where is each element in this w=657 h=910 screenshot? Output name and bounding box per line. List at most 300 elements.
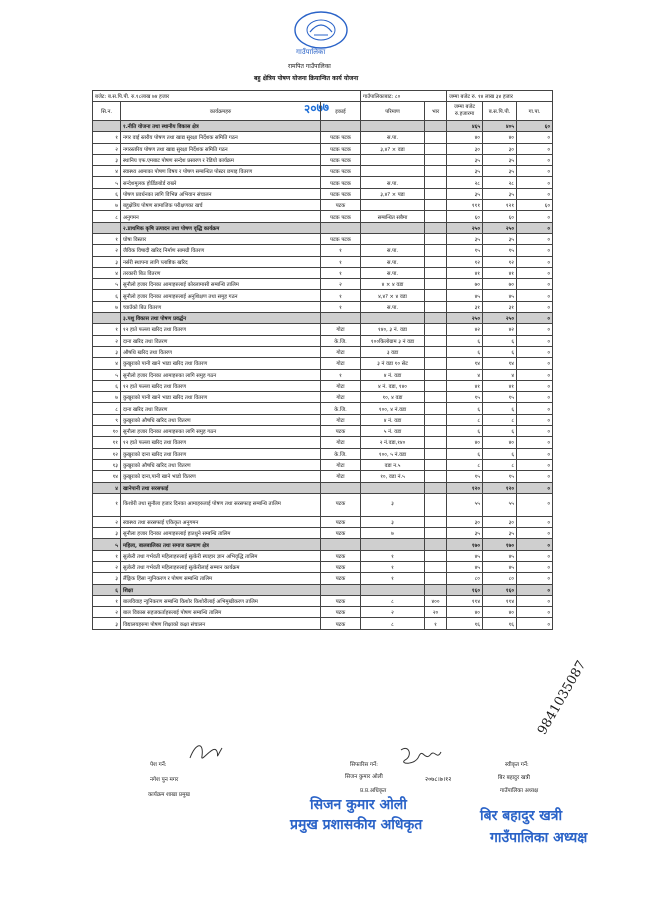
cell-sn: १४ bbox=[93, 471, 121, 482]
cell-activity: महिला, बालबालिका तथा समाज कल्याण क्षेत्र bbox=[121, 539, 321, 550]
table-row bbox=[93, 561, 553, 572]
table-row bbox=[93, 188, 553, 199]
cell-sn: ७ bbox=[93, 301, 121, 312]
cell-pa: ० bbox=[517, 211, 553, 222]
approver-title: गाउँपालिका अध्यक्ष bbox=[500, 788, 539, 794]
cell-total: ३५ bbox=[447, 154, 483, 165]
cell-weight bbox=[425, 290, 447, 301]
cell-sn: २ bbox=[93, 561, 121, 572]
cell-unit: १ bbox=[321, 290, 361, 301]
cell-unit: पटक पटक bbox=[321, 177, 361, 188]
cell-activity: विद्यालयहरुमा पोषण शिक्षाको कक्षा संचालन bbox=[121, 618, 321, 629]
table-row bbox=[93, 392, 553, 403]
cell-activity: स्थानिय एफ.एमबाट पोषण सन्देश प्रसारण र रेडियो कार्यक्रम bbox=[121, 154, 321, 165]
cell-unit: पटक पटक bbox=[321, 154, 361, 165]
section-row bbox=[93, 584, 553, 595]
cell-mspp: १७० bbox=[483, 539, 517, 550]
cell-weight bbox=[425, 516, 447, 527]
cell-mspp: ३५ bbox=[483, 528, 517, 539]
cell-pa: ० bbox=[517, 392, 553, 403]
table-row bbox=[93, 437, 553, 448]
action-plan-table bbox=[92, 90, 553, 630]
cell-unit: के.जि. bbox=[321, 335, 361, 346]
cell-qty: १ bbox=[361, 550, 425, 561]
cell-mspp: ४२ bbox=[483, 324, 517, 335]
cell-weight bbox=[425, 132, 447, 143]
cell-unit: १ bbox=[321, 301, 361, 312]
table-row bbox=[93, 459, 553, 470]
cell-pa: ० bbox=[517, 177, 553, 188]
cell-qty: ३ नं वडा १० सेट bbox=[361, 358, 425, 369]
cell-qty: १००, ५ नं.वडा bbox=[361, 448, 425, 459]
cell-activity: सुनौला हजार दिनका आमाहरुका लागि समुह गठन bbox=[121, 426, 321, 437]
cell-mspp: १५ bbox=[483, 471, 517, 482]
cell-total: ६ bbox=[447, 335, 483, 346]
cell-mspp: ४१ bbox=[483, 380, 517, 391]
cell-activity: १२ हाते फल्ला खरिद तथा वितरण bbox=[121, 437, 321, 448]
cell-qty: १ bbox=[361, 573, 425, 584]
cell-total: ६ bbox=[447, 448, 483, 459]
cell-weight bbox=[425, 211, 447, 222]
cell-unit bbox=[321, 121, 361, 132]
cell-weight bbox=[425, 335, 447, 346]
cell-sn: ४ bbox=[93, 358, 121, 369]
cell-weight bbox=[425, 358, 447, 369]
municipality-name: रामपित गाउँपालिका bbox=[288, 63, 331, 70]
cell-activity: किशोरी तथा सुनौला हजार दिनका आमाहरुलाई पोषण तथा सरसफाइ सम्बन्धि तालिम bbox=[121, 493, 321, 516]
cell-pa: ६० bbox=[517, 200, 553, 211]
cell-total: ४५ bbox=[447, 550, 483, 561]
cell-total: ४० bbox=[447, 437, 483, 448]
cell-activity: दाना खरिद तथा वितरण bbox=[121, 403, 321, 414]
cell-weight bbox=[425, 550, 447, 561]
checker-date: २०७८।७।१२ bbox=[425, 776, 452, 783]
cell-unit: पटक पटक bbox=[321, 166, 361, 177]
cell-unit: पटक bbox=[321, 595, 361, 606]
table-row bbox=[93, 618, 553, 629]
cell-sn: ९ bbox=[93, 414, 121, 425]
cell-pa: ० bbox=[517, 245, 553, 256]
cell-unit bbox=[321, 482, 361, 493]
cell-unit: पटक bbox=[321, 550, 361, 561]
cell-total: १७० bbox=[447, 539, 483, 550]
budget-right: जम्मा बजेट रु. १४ लाख ३४ हजार bbox=[447, 91, 553, 102]
cell-weight bbox=[425, 392, 447, 403]
cell-total: ४० bbox=[447, 132, 483, 143]
municipality-seal-logo bbox=[288, 8, 354, 58]
cell-sn: ५ bbox=[93, 279, 121, 290]
cell-unit: गोटा bbox=[321, 346, 361, 357]
table-row bbox=[93, 177, 553, 188]
cell-qty bbox=[361, 482, 425, 493]
approver-stamp-title: गाउँपालिका अध्यक्ष bbox=[490, 830, 588, 846]
cell-unit: पटक पटक bbox=[321, 132, 361, 143]
cell-mspp: ३५ bbox=[483, 188, 517, 199]
cell-pa: ० bbox=[517, 584, 553, 595]
cell-pa: ० bbox=[517, 188, 553, 199]
cell-activity: १.नीति योजना तथा स्थानीय विकास क्षेत्र bbox=[121, 121, 321, 132]
cell-unit bbox=[321, 313, 361, 324]
col-mspp: ब.स.पि.पी. bbox=[483, 102, 517, 121]
cell-activity: १२ हाते फल्ला खरिद तथा वितरण bbox=[121, 324, 321, 335]
cell-total: ८ bbox=[447, 414, 483, 425]
cell-activity: नगर वाई स्तरीय पोषण तथा खाद्य सुरक्षा निर्देशक समिति गठन bbox=[121, 132, 321, 143]
cell-pa: ० bbox=[517, 482, 553, 493]
col-total: जम्मा बजेट रु.हजारमा bbox=[447, 102, 483, 121]
table-row bbox=[93, 595, 553, 606]
table-row bbox=[93, 166, 553, 177]
cell-unit: के.जि. bbox=[321, 448, 361, 459]
section-row bbox=[93, 121, 553, 132]
budget-bar bbox=[93, 91, 553, 102]
cell-weight bbox=[425, 143, 447, 154]
cell-unit: गोटा bbox=[321, 380, 361, 391]
cell-qty: ८ bbox=[361, 595, 425, 606]
cell-pa: ० bbox=[517, 143, 553, 154]
cell-qty: १४०, ३ नं. वडा bbox=[361, 324, 425, 335]
table-row bbox=[93, 324, 553, 335]
cell-total: ३५ bbox=[447, 188, 483, 199]
cell-pa: ० bbox=[517, 426, 553, 437]
cell-total: ४६५ bbox=[447, 121, 483, 132]
cell-qty: १ bbox=[361, 561, 425, 572]
cell-sn: २ bbox=[93, 143, 121, 154]
cell-pa: ० bbox=[517, 267, 553, 278]
cell-qty: ४ नं. वडा bbox=[361, 369, 425, 380]
cell-qty: सम्बन्धित सबैमा bbox=[361, 211, 425, 222]
cell-pa: ० bbox=[517, 279, 553, 290]
cell-activity: कुखुराको पानी खाने भाडा खरिद तथा वितरण bbox=[121, 392, 321, 403]
table-row bbox=[93, 528, 553, 539]
cell-sn: २ bbox=[93, 607, 121, 618]
cell-weight bbox=[425, 188, 447, 199]
checker-name: सिजन कुमार ओली bbox=[345, 774, 383, 780]
table-row bbox=[93, 245, 553, 256]
cell-weight bbox=[425, 267, 447, 278]
cell-activity: कुखुराको औषधि खरिद तथा वितरण bbox=[121, 414, 321, 425]
cell-qty: वडा न.५ bbox=[361, 459, 425, 470]
cell-sn: १ bbox=[93, 550, 121, 561]
cell-pa: ० bbox=[517, 539, 553, 550]
cell-pa: ० bbox=[517, 414, 553, 425]
cell-pa: ० bbox=[517, 256, 553, 267]
cell-qty: ४ नं. वडा, १४० bbox=[361, 380, 425, 391]
cell-weight: ४०० bbox=[425, 595, 447, 606]
table-row bbox=[93, 493, 553, 516]
approver-stamp-name: बिर बहादुर खत्री bbox=[480, 808, 563, 824]
cell-qty: स.पा. bbox=[361, 245, 425, 256]
cell-mspp: ४० bbox=[483, 132, 517, 143]
cell-total: ४ bbox=[447, 369, 483, 380]
cell-pa: ० bbox=[517, 607, 553, 618]
cell-weight bbox=[425, 539, 447, 550]
cell-pa: ० bbox=[517, 448, 553, 459]
cell-qty: २ नं.वडा,१४० bbox=[361, 437, 425, 448]
cell-sn: १ bbox=[93, 324, 121, 335]
table-row bbox=[93, 403, 553, 414]
cell-mspp: २५० bbox=[483, 313, 517, 324]
cell-unit: गोटा bbox=[321, 471, 361, 482]
cell-total: २५० bbox=[447, 222, 483, 233]
table-row bbox=[93, 380, 553, 391]
cell-total: ८ bbox=[447, 459, 483, 470]
cell-qty: स.पा. bbox=[361, 132, 425, 143]
cell-weight bbox=[425, 573, 447, 584]
cell-mspp: ८० bbox=[483, 573, 517, 584]
col-sn: सि.न. bbox=[93, 102, 121, 121]
cell-unit: पटक bbox=[321, 426, 361, 437]
cell-sn: ४ bbox=[93, 166, 121, 177]
cell-pa: ० bbox=[517, 437, 553, 448]
preparer-signature bbox=[186, 736, 226, 766]
cell-activity: बाल विकास सहजकर्ताहरुलाई पोषण सम्बन्धि तालिम bbox=[121, 607, 321, 618]
cell-total: ७० bbox=[447, 279, 483, 290]
cell-total: ३५ bbox=[447, 528, 483, 539]
cell-weight bbox=[425, 380, 447, 391]
cell-total: १६ bbox=[447, 618, 483, 629]
cell-mspp: ४ bbox=[483, 369, 517, 380]
table-row bbox=[93, 211, 553, 222]
cell-sn: ३ bbox=[93, 154, 121, 165]
cell-qty: ३,४? × वडा bbox=[361, 143, 425, 154]
cell-unit: पटक पटक bbox=[321, 211, 361, 222]
cell-qty: १०, ४ वडा bbox=[361, 392, 425, 403]
cell-total: ४२ bbox=[447, 324, 483, 335]
cell-weight bbox=[425, 426, 447, 437]
cell-qty: स.पा. bbox=[361, 301, 425, 312]
cell-unit bbox=[321, 539, 361, 550]
cell-weight bbox=[425, 528, 447, 539]
cell-mspp: ८ bbox=[483, 414, 517, 425]
cell-qty bbox=[361, 154, 425, 165]
cell-total: ४५ bbox=[447, 561, 483, 572]
cell-total: २८ bbox=[447, 177, 483, 188]
cell-unit: गोटा bbox=[321, 459, 361, 470]
cell-activity: बहुक्षेत्रिय पोषण सामाजिक परीक्षणका खर्च bbox=[121, 200, 321, 211]
cell-unit: पटक पटक bbox=[321, 188, 361, 199]
cell-weight bbox=[425, 448, 447, 459]
cell-qty: ७ bbox=[361, 528, 425, 539]
section-row bbox=[93, 482, 553, 493]
approver-handwritten-number: 9841035087 bbox=[535, 658, 590, 738]
table-row bbox=[93, 290, 553, 301]
document-title: बहु क्षेत्रिय पोषण योजना क्रियान्वित कार्य योजना bbox=[254, 75, 359, 82]
cell-unit: पटक bbox=[321, 573, 361, 584]
cell-qty: २ bbox=[361, 607, 425, 618]
cell-pa: ० bbox=[517, 459, 553, 470]
cell-pa: ० bbox=[517, 132, 553, 143]
cell-mspp: १४ bbox=[483, 358, 517, 369]
cell-qty: ८ bbox=[361, 618, 425, 629]
cell-activity: सुत्केरी तथा गर्भवती महिलाहरुलाई सुत्केरी स्याहार ज्ञान अभिवृद्धि तालिम bbox=[121, 550, 321, 561]
cell-sn: ७ bbox=[93, 200, 121, 211]
cell-pa: ० bbox=[517, 618, 553, 629]
cell-total: १६० bbox=[447, 584, 483, 595]
cell-mspp: १२० bbox=[483, 482, 517, 493]
cell-unit: १ bbox=[321, 245, 361, 256]
cell-qty: स.पा. bbox=[361, 177, 425, 188]
cell-activity: २.प्राथमिक कृषि उत्पादन तथा पोषण वृद्धि कार्यक्रम bbox=[121, 222, 321, 233]
cell-unit: १ bbox=[321, 256, 361, 267]
cell-activity: स्वास्थ्य तथा सरसफाई एकिकृत अनुगमन bbox=[121, 516, 321, 527]
cell-qty: ४,४? × ४ वडा bbox=[361, 290, 425, 301]
cell-qty bbox=[361, 200, 425, 211]
cell-activity: अनुगमन bbox=[121, 211, 321, 222]
cell-activity: सुत्केरी तथा गर्भवती महिलाहरुलाई सुत्केरीलाई सम्मान कार्यक्रम bbox=[121, 561, 321, 572]
cell-mspp: ३५ bbox=[483, 166, 517, 177]
cell-sn: ५ bbox=[93, 177, 121, 188]
cell-pa: ० bbox=[517, 335, 553, 346]
cell-sn: १ bbox=[93, 233, 121, 244]
cell-total: १५ bbox=[447, 392, 483, 403]
cell-sn: ८ bbox=[93, 211, 121, 222]
cell-sn: ६ bbox=[93, 380, 121, 391]
cell-unit: २ bbox=[321, 279, 361, 290]
cell-pa: ० bbox=[517, 516, 553, 527]
cell-activity: जैविक विषादी खरिद निर्माण सामग्री वितरण bbox=[121, 245, 321, 256]
cell-activity: सुनौलो हजार दिनका आमाहरुका लागि समुह गठन bbox=[121, 369, 321, 380]
cell-activity: कुखुराको दाना,पानी खाने भाडो वितरण bbox=[121, 471, 321, 482]
table-row bbox=[93, 256, 553, 267]
cell-pa: ० bbox=[517, 369, 553, 380]
cell-activity: ३.पशु विकास तथा पोषण प्रवर्द्धन bbox=[121, 313, 321, 324]
cell-mspp: ४० bbox=[483, 607, 517, 618]
table-row bbox=[93, 132, 553, 143]
cell-sn: १ bbox=[93, 132, 121, 143]
col-weight: भार bbox=[425, 102, 447, 121]
cell-qty bbox=[361, 222, 425, 233]
cell-weight bbox=[425, 584, 447, 595]
cell-weight bbox=[425, 403, 447, 414]
table-row bbox=[93, 426, 553, 437]
table-row bbox=[93, 233, 553, 244]
preparer-title: कार्यक्रम शाखा प्रमुख bbox=[148, 792, 190, 798]
cell-sn: ३ bbox=[93, 346, 121, 357]
cell-total: ४१ bbox=[447, 380, 483, 391]
col-pa: गा.पा. bbox=[517, 102, 553, 121]
cell-weight bbox=[425, 154, 447, 165]
approver-name: बिर बहादुर खत्री bbox=[498, 775, 530, 781]
col-quantity: परिमाण bbox=[361, 102, 425, 121]
cell-mspp: २५० bbox=[483, 222, 517, 233]
stamp-number: २०७७ bbox=[303, 99, 330, 117]
cell-sn: ५ bbox=[93, 539, 121, 550]
table-row bbox=[93, 301, 553, 312]
cell-pa: ० bbox=[517, 301, 553, 312]
cell-unit: गोटा bbox=[321, 414, 361, 425]
cell-pa: ० bbox=[517, 493, 553, 516]
cell-mspp: १५ bbox=[483, 392, 517, 403]
cell-sn: ३ bbox=[93, 573, 121, 584]
col-unit: इकाई bbox=[321, 102, 361, 121]
cell-mspp: १२ bbox=[483, 256, 517, 267]
table-row bbox=[93, 143, 553, 154]
cell-mspp: ४० bbox=[483, 437, 517, 448]
cell-mspp: १६० bbox=[483, 584, 517, 595]
cell-pa: ० bbox=[517, 550, 553, 561]
checker-role: सिफारिस गर्ने: bbox=[350, 762, 378, 768]
cell-qty: ३ वडा bbox=[361, 346, 425, 357]
cell-unit: पटक पटक bbox=[321, 143, 361, 154]
cell-unit: १ bbox=[321, 369, 361, 380]
cell-activity: कुखुराको पानी खाने भाडा खरिद तथा वितरण bbox=[121, 358, 321, 369]
cell-unit: गोटा bbox=[321, 358, 361, 369]
cell-total: ३५ bbox=[447, 233, 483, 244]
cell-sn: १३ bbox=[93, 459, 121, 470]
ward-budget: गाउँपालिकाबाट: ८० bbox=[361, 91, 447, 102]
section-row bbox=[93, 539, 553, 550]
cell-sn bbox=[93, 313, 121, 324]
table-row bbox=[93, 346, 553, 357]
cell-activity: सन्देशमूलक होर्डिङबोर्ड राख्ने bbox=[121, 177, 321, 188]
preparer-name: नगेश पुन मगर bbox=[150, 777, 179, 783]
cell-qty: ३ bbox=[361, 516, 425, 527]
cell-sn: ८ bbox=[93, 403, 121, 414]
checker-title: प्र.प्र.अधिकृत bbox=[360, 788, 387, 794]
cell-total: ६ bbox=[447, 346, 483, 357]
cell-pa: ० bbox=[517, 313, 553, 324]
column-header-row bbox=[93, 102, 553, 121]
cell-weight bbox=[425, 121, 447, 132]
table-body bbox=[93, 121, 553, 630]
cell-mspp: ३१ bbox=[483, 301, 517, 312]
table-row bbox=[93, 607, 553, 618]
table-row bbox=[93, 267, 553, 278]
cell-unit: के.जि. bbox=[321, 403, 361, 414]
table-row bbox=[93, 471, 553, 482]
cell-sn bbox=[93, 222, 121, 233]
cell-weight bbox=[425, 245, 447, 256]
cell-activity: कुखुराको दाना खरिद तथा वितरण bbox=[121, 448, 321, 459]
table-row bbox=[93, 573, 553, 584]
preparer-role: पेश गर्ने: bbox=[150, 762, 167, 768]
cell-mspp: ३० bbox=[483, 516, 517, 527]
cell-weight bbox=[425, 493, 447, 516]
cell-weight bbox=[425, 233, 447, 244]
cell-weight bbox=[425, 177, 447, 188]
cell-pa: ० bbox=[517, 528, 553, 539]
cell-qty bbox=[361, 233, 425, 244]
cell-sn: १० bbox=[93, 426, 121, 437]
cell-pa: ० bbox=[517, 166, 553, 177]
cell-activity: सुनौलो हजार दिनका आमाहरुलाई अनुशिक्षण तथा समुह गठन bbox=[121, 290, 321, 301]
cell-sn: ४ bbox=[93, 267, 121, 278]
cell-mspp: ६ bbox=[483, 426, 517, 437]
cell-activity: घोषा विस्तार bbox=[121, 233, 321, 244]
cell-qty bbox=[361, 166, 425, 177]
cell-mspp: ३० bbox=[483, 143, 517, 154]
cell-unit: पटक bbox=[321, 618, 361, 629]
table-row bbox=[93, 358, 553, 369]
cell-mspp: ४५ bbox=[483, 290, 517, 301]
cell-qty: १००, ४ नं.वडा bbox=[361, 403, 425, 414]
cell-activity: कुखुराको औषधि खरिद तथा वितरण bbox=[121, 459, 321, 470]
cell-total: १२ bbox=[447, 256, 483, 267]
cell-sn: ३ bbox=[93, 528, 121, 539]
cell-total: ४० bbox=[447, 607, 483, 618]
cell-sn: १ bbox=[93, 595, 121, 606]
cell-mspp: ४०५ bbox=[483, 121, 517, 132]
cell-mspp: ३५ bbox=[483, 233, 517, 244]
cell-mspp: ४१ bbox=[483, 267, 517, 278]
cell-total: ४५ bbox=[447, 290, 483, 301]
cell-total: ४१ bbox=[447, 267, 483, 278]
cell-activity: पोषण प्रवर्धनका लागि विभिन्न अभियान संचालन bbox=[121, 188, 321, 199]
cell-sn: ६ bbox=[93, 584, 121, 595]
cell-sn: १ bbox=[93, 493, 121, 516]
cell-weight bbox=[425, 369, 447, 380]
cell-activity: १२ हाते फल्ला खरिद तथा वितरण bbox=[121, 380, 321, 391]
